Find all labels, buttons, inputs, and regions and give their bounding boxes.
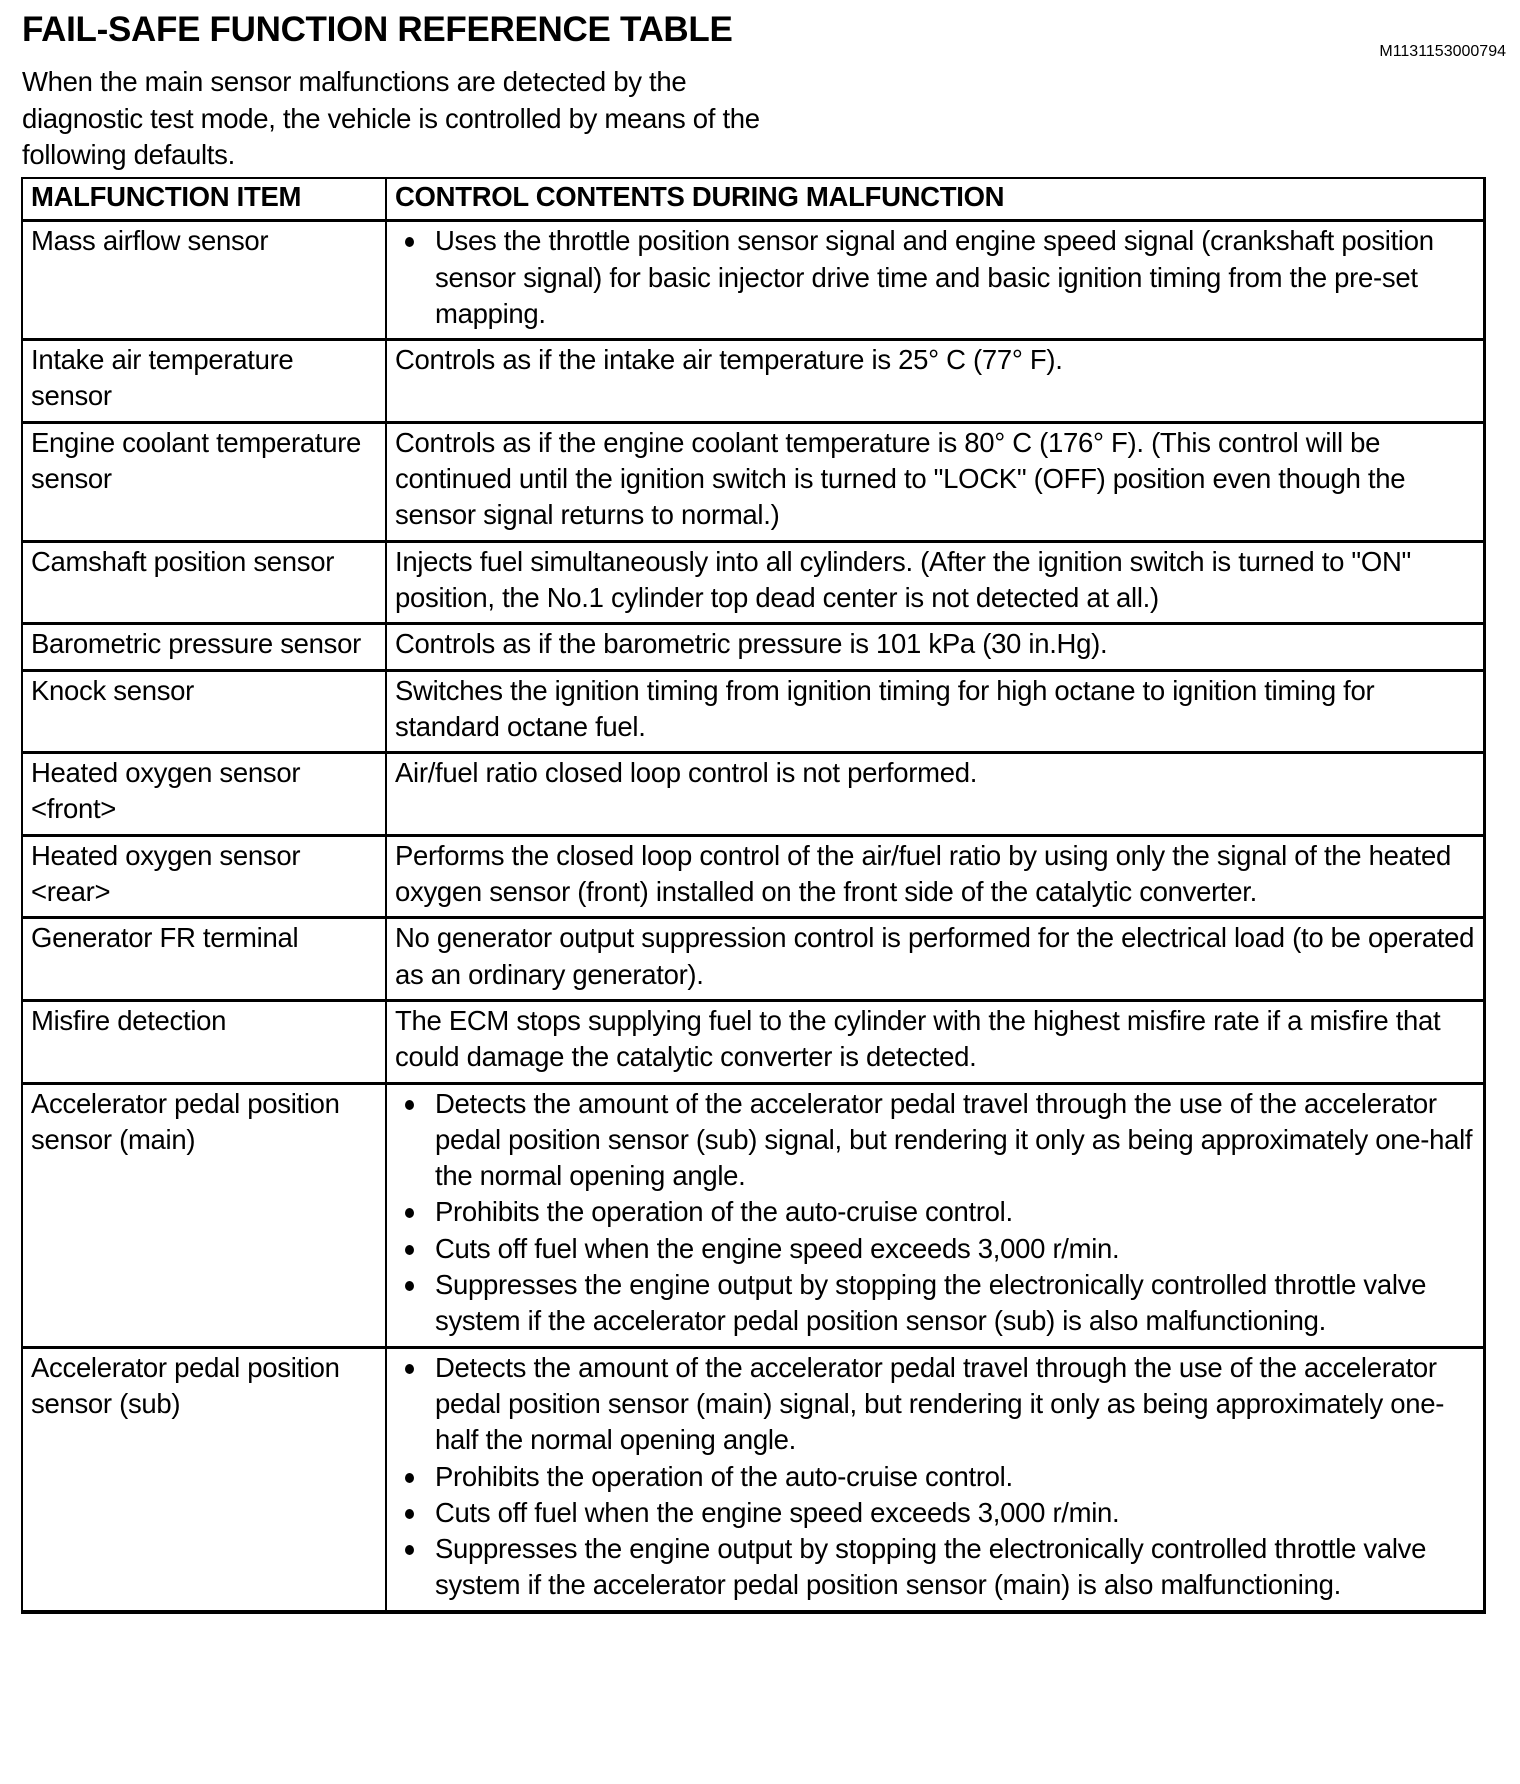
bullet-text: Cuts off fuel when the engine speed exceeds 3,000 r/min. [435,1496,1120,1528]
control-contents-cell [386,422,1485,541]
table-row [22,1083,1485,1347]
malfunction-item-cell: Heated oxygen sensor <rear> [22,835,386,918]
header-malfunction-item: MALFUNCTION ITEM [22,178,386,221]
malfunction-item-cell: Accelerator pedal position sensor (sub) [22,1347,386,1612]
control-text: Controls as if the engine coolant temperature is 80° C (176° F). (This control will be continued until the ignition switch is turned to "LOCK" (OFF) position even though the sensor signal returns to normal.) [395,426,1406,531]
table-row [22,835,1485,918]
bullet-icon [405,1245,414,1255]
malfunction-item-cell: Heated oxygen sensor <front> [22,753,386,836]
bullet-icon [405,1100,414,1110]
bullet-text: Suppresses the engine output by stopping the electronically controlled throttle valve system if the accelerator pedal position sensor (main) is also malfunctioning. [435,1533,1427,1601]
header-control-contents: CONTROL CONTENTS DURING MALFUNCTION [386,178,1485,221]
table-row [22,1347,1485,1612]
intro-paragraph: When the main sensor malfunctions are detected by the diagnostic test mode, the vehicle is controlled by means of the following defaults. [22,66,760,170]
bullet-text: Prohibits the operation of the auto-cruise control. [435,1196,1013,1228]
table-row [22,624,1485,670]
bullet-text: Detects the amount of the accelerator pedal travel through the use of the accelerator pedal position sensor (main) signal, but rendering it only as being approximately one-half the normal opening angle. [435,1351,1445,1456]
control-bullet-list [395,223,1475,332]
bullet-icon [405,237,414,247]
malfunction-item-cell: Misfire detection [22,1000,386,1083]
control-contents-cell [386,541,1485,624]
control-contents-cell [386,753,1485,836]
control-bullet-item [395,1459,1475,1495]
table-row [22,221,1485,340]
control-text: Controls as if the barometric pressure is 101 kPa (30 in.Hg). [395,628,1108,660]
malfunction-item-cell: Intake air temperature sensor [22,340,386,423]
control-bullet-item [395,1531,1475,1604]
bullet-text: Cuts off fuel when the engine speed exceeds 3,000 r/min. [435,1232,1120,1264]
bullet-text: Suppresses the engine output by stopping the electronically controlled throttle valve system if the accelerator pedal position sensor (sub) is also malfunctioning. [435,1269,1427,1337]
control-bullet-item [395,1350,1475,1459]
control-contents-cell [386,221,1485,340]
control-text: No generator output suppression control is performed for the electrical load (to be operated as an ordinary generator). [395,922,1475,990]
control-contents-cell [386,670,1485,753]
document-title: FAIL-SAFE FUNCTION REFERENCE TABLE [22,10,733,49]
bullet-icon [405,1208,414,1218]
control-text: Air/fuel ratio closed loop control is not performed. [395,757,978,789]
control-contents-cell [386,1000,1485,1083]
bullet-icon [405,1545,414,1555]
control-bullet-item [395,1267,1475,1340]
control-text: Injects fuel simultaneously into all cylinders. (After the ignition switch is turned to "ON" position, the No.1 cylinder top dead center is not detected at all.) [395,545,1411,613]
control-bullet-item [395,1086,1475,1195]
control-bullet-list [395,1086,1475,1340]
control-contents-cell [386,1347,1485,1612]
table-row [22,340,1485,423]
malfunction-item-cell: Knock sensor [22,670,386,753]
malfunction-item-cell: Generator FR terminal [22,918,386,1001]
control-text: Controls as if the intake air temperature is 25° C (77° F). [395,344,1063,376]
control-contents-cell [386,1083,1485,1347]
bullet-text: Uses the throttle position sensor signal and engine speed signal (crankshaft position sensor signal) for basic injector drive time and basic ignition timing from the pre-set mapping. [435,225,1434,329]
control-contents-cell [386,340,1485,423]
table-row [22,541,1485,624]
table-row [22,1000,1485,1083]
fail-safe-reference-table [21,177,1486,1614]
malfunction-item-cell: Camshaft position sensor [22,541,386,624]
control-contents-cell [386,918,1485,1001]
malfunction-item-cell: Barometric pressure sensor [22,624,386,670]
bullet-text: Detects the amount of the accelerator pedal travel through the use of the accelerator pedal position sensor (sub) signal, but rendering it only as being approximately one-half the normal opening angle. [435,1087,1473,1192]
table-row [22,918,1485,1001]
table-row [22,670,1485,753]
control-contents-cell [386,624,1485,670]
bullet-icon [405,1364,414,1374]
malfunction-item-cell: Mass airflow sensor [22,221,386,340]
malfunction-item-cell: Engine coolant temperature sensor [22,422,386,541]
control-bullet-list [395,1350,1475,1604]
table-header-row [22,178,1485,221]
malfunction-item-cell: Accelerator pedal position sensor (main) [22,1083,386,1347]
bullet-icon [405,1281,414,1291]
bullet-text: Prohibits the operation of the auto-cruise control. [435,1460,1013,1492]
control-contents-cell [386,835,1485,918]
table-row [22,422,1485,541]
control-bullet-item [395,223,1475,332]
control-bullet-item [395,1495,1475,1531]
bullet-icon [405,1509,414,1519]
control-bullet-item [395,1194,1475,1230]
control-text: The ECM stops supplying fuel to the cylinder with the highest misfire rate if a misfire that could damage the catalytic converter is detected. [395,1004,1441,1073]
control-bullet-item [395,1231,1475,1267]
bullet-icon [405,1473,414,1483]
table-body [22,221,1485,1612]
table-row [22,753,1485,836]
document-id: M1131153000794 [1379,43,1506,60]
control-text: Performs the closed loop control of the air/fuel ratio by using only the signal of the heated oxygen sensor (front) installed on the front side of the catalytic converter. [395,839,1451,908]
control-text: Switches the ignition timing from ignition timing for high octane to ignition timing for standard octane fuel. [395,674,1375,742]
